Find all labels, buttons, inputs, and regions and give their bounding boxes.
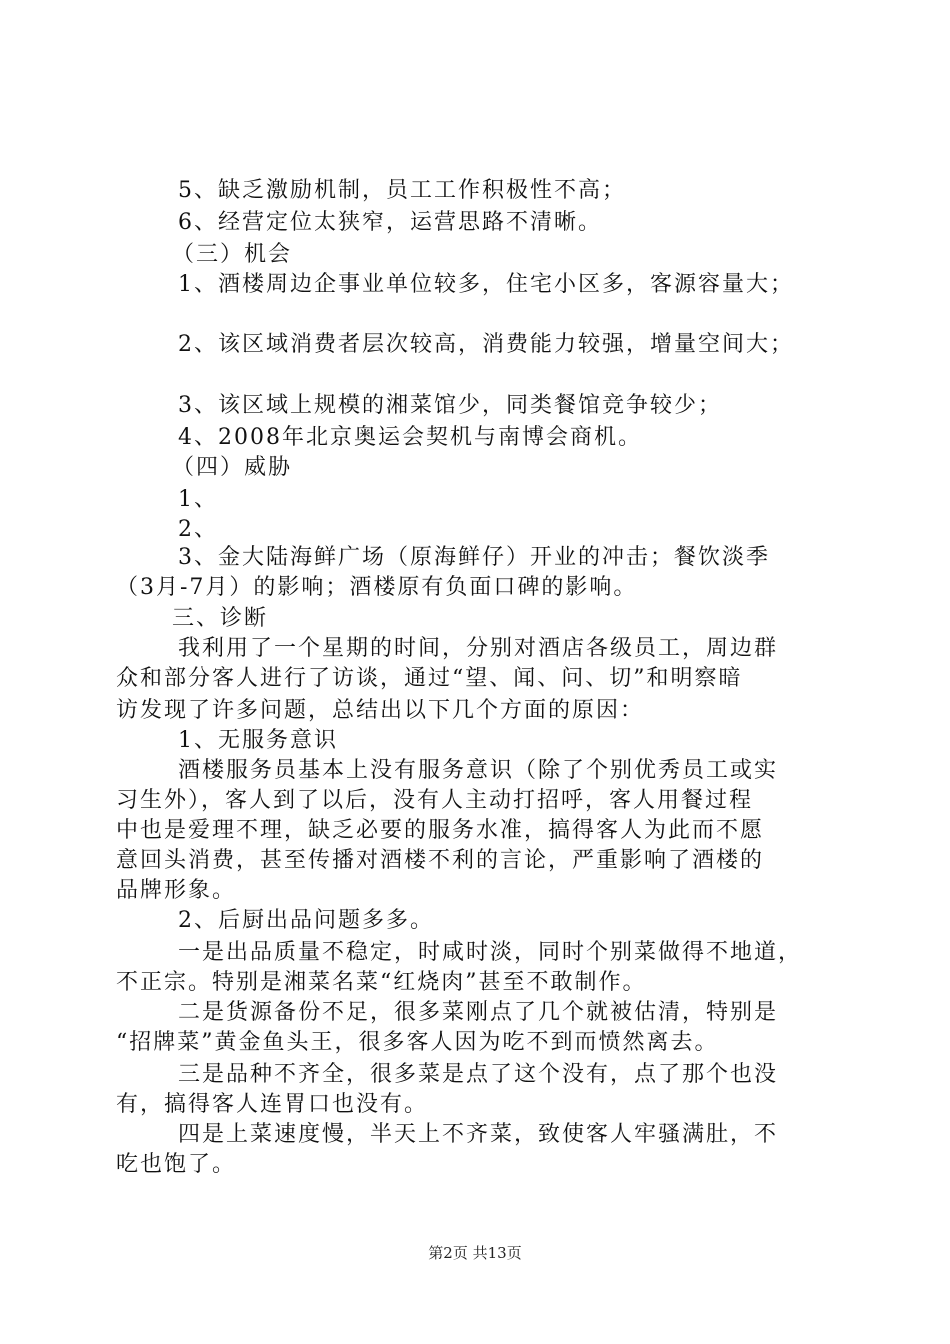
text-line: 有，搞得客人连胃口也没有。 <box>116 1092 429 1117</box>
text-line: 访发现了许多问题，总结出以下几个方面的原因： <box>116 698 645 723</box>
section-heading: 2、后厨出品问题多多。 <box>178 908 434 933</box>
text-line: 一是出品质量不稳定，时咸时淡，同时个别菜做得不地道， <box>178 940 803 965</box>
section-heading: 三、诊断 <box>172 606 269 631</box>
text-line: 2、 <box>178 517 218 542</box>
text-line: 3、金大陆海鲜广场（原海鲜仔）开业的冲击；餐饮淡季 <box>178 545 770 570</box>
section-heading: （三）机会 <box>172 242 293 267</box>
text-line: 1、酒楼周边企事业单位较多，住宅小区多，客源容量大； <box>178 272 794 297</box>
text-line: 二是货源备份不足，很多菜刚点了几个就被估清，特别是 <box>178 1000 779 1025</box>
text-line: 众和部分客人进行了访谈，通过“望、闻、问、切”和明察暗 <box>116 666 743 691</box>
text-line: 中也是爱理不理，缺乏必要的服务水准，搞得客人为此而不愿 <box>116 818 765 843</box>
text-line: 2、该区域消费者层次较高，消费能力较强，增量空间大； <box>178 332 794 357</box>
text-line: 四是上菜速度慢，半天上不齐菜，致使客人牢骚满肚，不 <box>178 1122 779 1147</box>
page-footer: 第2页 共13页 <box>428 1244 522 1262</box>
text-line: “招牌菜”黄金鱼头王，很多客人因为吃不到而愤然离去。 <box>116 1030 719 1055</box>
text-line: 3、该区域上规模的湘菜馆少，同类餐馆竞争较少； <box>178 393 722 418</box>
section-heading: 1、无服务意识 <box>178 728 338 753</box>
text-line: 意回头消费，甚至传播对酒楼不利的言论，严重影响了酒楼的 <box>116 848 765 873</box>
text-line: 1、 <box>178 487 218 512</box>
text-line: 4、2008年北京奥运会契机与南博会商机。 <box>178 425 642 450</box>
text-line: 品牌形象。 <box>116 878 237 903</box>
text-line: 习生外），客人到了以后，没有人主动打招呼，客人用餐过程 <box>116 788 754 813</box>
text-line: 酒楼服务员基本上没有服务意识（除了个别优秀员工或实 <box>178 758 779 783</box>
text-line: （3月-7月）的影响；酒楼原有负面口碑的影响。 <box>116 575 638 600</box>
text-line: 三是品种不齐全，很多菜是点了这个没有，点了那个也没 <box>178 1062 779 1087</box>
text-line: 5、缺乏激励机制，员工工作积极性不高； <box>178 178 626 203</box>
text-line: 6、经营定位太狭窄，运营思路不清晰。 <box>178 210 602 235</box>
text-line: 不正宗。特别是湘菜名菜“红烧肉”甚至不敢制作。 <box>116 970 647 995</box>
section-heading: （四）威胁 <box>172 455 293 480</box>
text-line: 吃也饱了。 <box>116 1152 237 1177</box>
text-line: 我利用了一个星期的时间，分别对酒店各级员工，周边群 <box>178 636 779 661</box>
